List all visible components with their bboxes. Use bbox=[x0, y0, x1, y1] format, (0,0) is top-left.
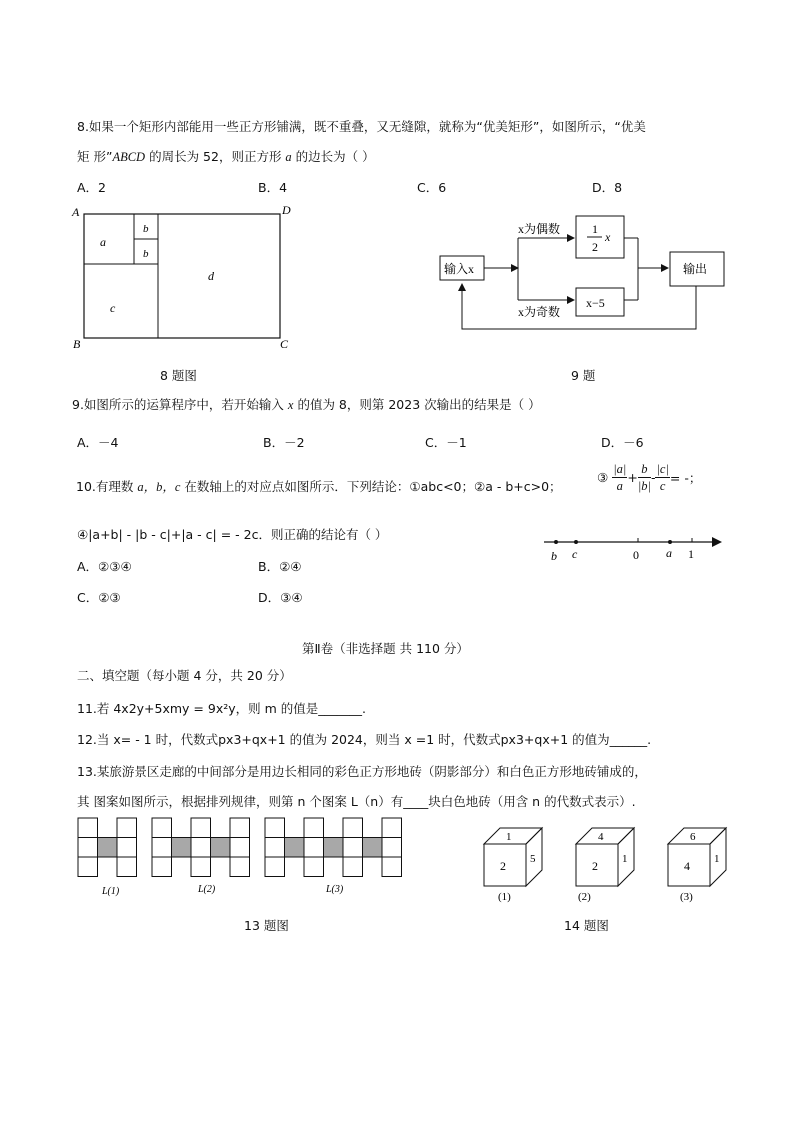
q9-half-var: x bbox=[605, 230, 611, 244]
white-tile bbox=[230, 838, 250, 858]
q8-line2-mid: 的周长为 52，则正方形 bbox=[145, 149, 286, 164]
q14-cube3-side: 1 bbox=[714, 853, 720, 865]
white-tile bbox=[78, 838, 98, 858]
q10-label-b: b bbox=[551, 549, 557, 563]
q13-pattern-3 bbox=[265, 818, 402, 877]
q9-odd-label: x为奇数 bbox=[518, 305, 561, 319]
q13-label-1: L(1) bbox=[102, 886, 120, 897]
q10-frac-b-num: b bbox=[638, 461, 651, 478]
q10-option-a: A．②③④ bbox=[77, 559, 132, 574]
white-tile bbox=[265, 857, 285, 877]
white-tile bbox=[117, 838, 137, 858]
q14-cube-2 bbox=[576, 828, 634, 903]
q14-cube-1 bbox=[484, 828, 542, 903]
q14-caption: 14 题图 bbox=[564, 918, 609, 933]
q9-stem bbox=[72, 395, 541, 413]
shaded-tile bbox=[211, 838, 231, 858]
q9-option-a: A．－4 bbox=[77, 435, 119, 450]
white-tile bbox=[382, 838, 402, 858]
q9-option-b: B．－2 bbox=[263, 435, 305, 450]
white-tile bbox=[78, 818, 98, 838]
q10-label-c: c bbox=[572, 547, 578, 561]
q10-number-line bbox=[540, 530, 730, 564]
q8-outer-rect bbox=[84, 214, 280, 338]
q10-point-c bbox=[574, 540, 578, 544]
q10-minus: - bbox=[650, 470, 656, 485]
q10-frac-a-num: |a| bbox=[613, 462, 627, 476]
q10-frac-b bbox=[638, 461, 651, 494]
q8-line2 bbox=[77, 147, 375, 165]
q8-cell-b2: b bbox=[143, 248, 149, 260]
q10-frac-c-num: |c| bbox=[656, 462, 669, 476]
q8-line1: 8.如果一个矩形内部能用一些正方形铺满，既不重叠，又无缝隙，就称为“优美矩形”，如图所示，“优美 bbox=[77, 119, 646, 134]
q12-text: 12.当 x= - 1 时，代数式px3+qx+1 的值为 2024，则当 x =1 时，代数式px3+qx+1 的值为______. bbox=[77, 732, 652, 747]
white-tile bbox=[191, 838, 211, 858]
white-tile bbox=[265, 838, 285, 858]
q10-point-a bbox=[668, 540, 672, 544]
q9-option-c: C．－1 bbox=[425, 435, 467, 450]
white-tile bbox=[304, 818, 324, 838]
q9-output-label: 输出 bbox=[683, 262, 708, 276]
q14-cube3-front: 4 bbox=[684, 859, 690, 873]
white-tile bbox=[230, 818, 250, 838]
white-tile bbox=[78, 857, 98, 877]
q9-option-d: D．－6 bbox=[601, 435, 644, 450]
q13-patterns bbox=[74, 812, 410, 898]
q8-option-b: B．4 bbox=[258, 180, 288, 195]
q9-caption: 9 题 bbox=[571, 368, 596, 383]
section2-heading: 二、填空题（每小题 4 分，共 20 分） bbox=[77, 668, 292, 683]
q13-label-2: L(2) bbox=[198, 884, 216, 895]
q13-pattern-2 bbox=[152, 818, 250, 877]
q9-flowchart bbox=[430, 208, 730, 338]
q14-cube2-label: (2) bbox=[578, 891, 591, 903]
q14-cube1-side: 5 bbox=[530, 853, 536, 865]
white-tile bbox=[304, 838, 324, 858]
q14-cube1-front: 2 bbox=[500, 859, 506, 873]
white-tile bbox=[152, 857, 172, 877]
q13-caption: 13 题图 bbox=[244, 918, 289, 933]
q10-point-b bbox=[554, 540, 558, 544]
q8-var: a bbox=[285, 150, 292, 164]
q8-option-a: A．2 bbox=[77, 180, 107, 195]
q8-cell-a: a bbox=[100, 235, 106, 249]
q10-frac-c bbox=[655, 461, 669, 494]
q10-vars: a，b，c bbox=[137, 480, 181, 494]
shaded-tile bbox=[363, 838, 383, 858]
q9-even-label: x为偶数 bbox=[518, 222, 561, 236]
q13-label-3: L(3) bbox=[326, 884, 344, 895]
q9-stem-pre: 9.如图所示的运算程序中，若开始输入 bbox=[72, 397, 288, 412]
q9-half-num: 1 bbox=[592, 222, 598, 236]
q8-cell-c: c bbox=[110, 301, 116, 315]
q10-frac-a bbox=[612, 461, 627, 494]
white-tile bbox=[343, 818, 363, 838]
q8-corner-c: C bbox=[280, 337, 289, 351]
q8-line2-pre: 矩 形” bbox=[77, 149, 113, 164]
white-tile bbox=[117, 857, 137, 877]
q10-conclusion-2: ②a - b+c>0； bbox=[474, 479, 562, 494]
q10-conclusion-1: ①abc<0； bbox=[409, 479, 475, 494]
q8-cell-b1: b bbox=[143, 223, 149, 235]
q14-cube-3 bbox=[668, 828, 726, 903]
q13-line2: 其 图案如图所示，根据排列规律，则第 n 个图案 L（n）有____块白色地砖（用含 n 的代数式表示）. bbox=[77, 794, 636, 809]
q14-cube3-label: (3) bbox=[680, 891, 693, 903]
q9-half-den: 2 bbox=[592, 240, 598, 254]
q14-cubes bbox=[476, 822, 736, 906]
q9-minus-label: x−5 bbox=[586, 296, 605, 310]
q10-option-c: C．②③ bbox=[77, 590, 121, 605]
q8-corner-a: A bbox=[72, 205, 80, 219]
q14-cube2-front: 2 bbox=[592, 859, 598, 873]
q9-stem-var: x bbox=[287, 398, 294, 412]
q13-line1: 13.某旅游景区走廊的中间部分是用边长相同的彩色正方形地砖（阴影部分）和白色正方形地砖铺成的， bbox=[77, 764, 647, 779]
q8-cell-d: d bbox=[208, 269, 214, 283]
white-tile bbox=[152, 838, 172, 858]
white-tile bbox=[382, 818, 402, 838]
q10-axis-arrow bbox=[712, 537, 722, 547]
q8-rect-name: ABCD bbox=[112, 150, 146, 164]
q10-plus: + bbox=[627, 470, 638, 485]
q10-label-a: a bbox=[666, 546, 672, 560]
q9-stem-post: 的值为 8，则第 2023 次输出的结果是（ ） bbox=[293, 397, 541, 412]
q10-c3-tail: = -； bbox=[669, 470, 702, 486]
q14-cube1-label: (1) bbox=[498, 891, 511, 903]
section2-title: 第Ⅱ卷（非选择题 共 110 分） bbox=[302, 641, 469, 656]
q10-c3-label: ③ bbox=[597, 470, 609, 485]
q10-stem bbox=[76, 477, 562, 495]
q14-cube3-top: 6 bbox=[690, 831, 696, 843]
q10-frac-c-den: c bbox=[659, 479, 666, 493]
q11-text: 11.若 4x2y+5xmy = 9x²y，则 m 的值是_______. bbox=[77, 701, 366, 716]
q8-option-c: C．6 bbox=[417, 180, 447, 195]
white-tile bbox=[304, 857, 324, 877]
white-tile bbox=[343, 838, 363, 858]
white-tile bbox=[382, 857, 402, 877]
q8-figure bbox=[70, 200, 300, 360]
q10-conclusion-3 bbox=[597, 461, 701, 494]
shaded-tile bbox=[324, 838, 344, 858]
q9-input-label: 输入x bbox=[444, 262, 475, 276]
q9-loop-arrow bbox=[462, 284, 696, 329]
q8-corner-d: D bbox=[282, 203, 291, 217]
white-tile bbox=[191, 857, 211, 877]
q14-cube1-top: 1 bbox=[506, 831, 512, 843]
q8-caption: 8 题图 bbox=[160, 368, 197, 383]
q10-stem-pre: 10.有理数 bbox=[76, 479, 138, 494]
q8-corner-b: B bbox=[73, 337, 81, 351]
q8-line2-post: 的边长为（ ） bbox=[291, 149, 375, 164]
white-tile bbox=[265, 818, 285, 838]
q14-cube2-top: 4 bbox=[598, 831, 604, 843]
white-tile bbox=[343, 857, 363, 877]
white-tile bbox=[230, 857, 250, 877]
q10-stem-mid: 在数轴上的对应点如图所示．下列结论： bbox=[180, 479, 410, 494]
shaded-tile bbox=[172, 838, 192, 858]
white-tile bbox=[191, 818, 211, 838]
q10-conclusion-4: ④|a+b| - |b - c|+|a - c| = - 2c．则正确的结论有（ ） bbox=[77, 527, 388, 542]
q10-frac-a-den: a bbox=[616, 479, 623, 493]
shaded-tile bbox=[285, 838, 305, 858]
q10-label-0: 0 bbox=[633, 548, 639, 562]
q8-option-d: D．8 bbox=[592, 180, 623, 195]
shaded-tile bbox=[98, 838, 118, 858]
q10-option-b: B．②④ bbox=[258, 559, 302, 574]
q14-cube2-side: 1 bbox=[622, 853, 628, 865]
q10-frac-b-den: |b| bbox=[637, 479, 651, 493]
q10-label-1: 1 bbox=[688, 547, 694, 561]
q13-pattern-1 bbox=[78, 818, 137, 877]
white-tile bbox=[152, 818, 172, 838]
q10-option-d: D．③④ bbox=[258, 590, 303, 605]
white-tile bbox=[117, 818, 137, 838]
